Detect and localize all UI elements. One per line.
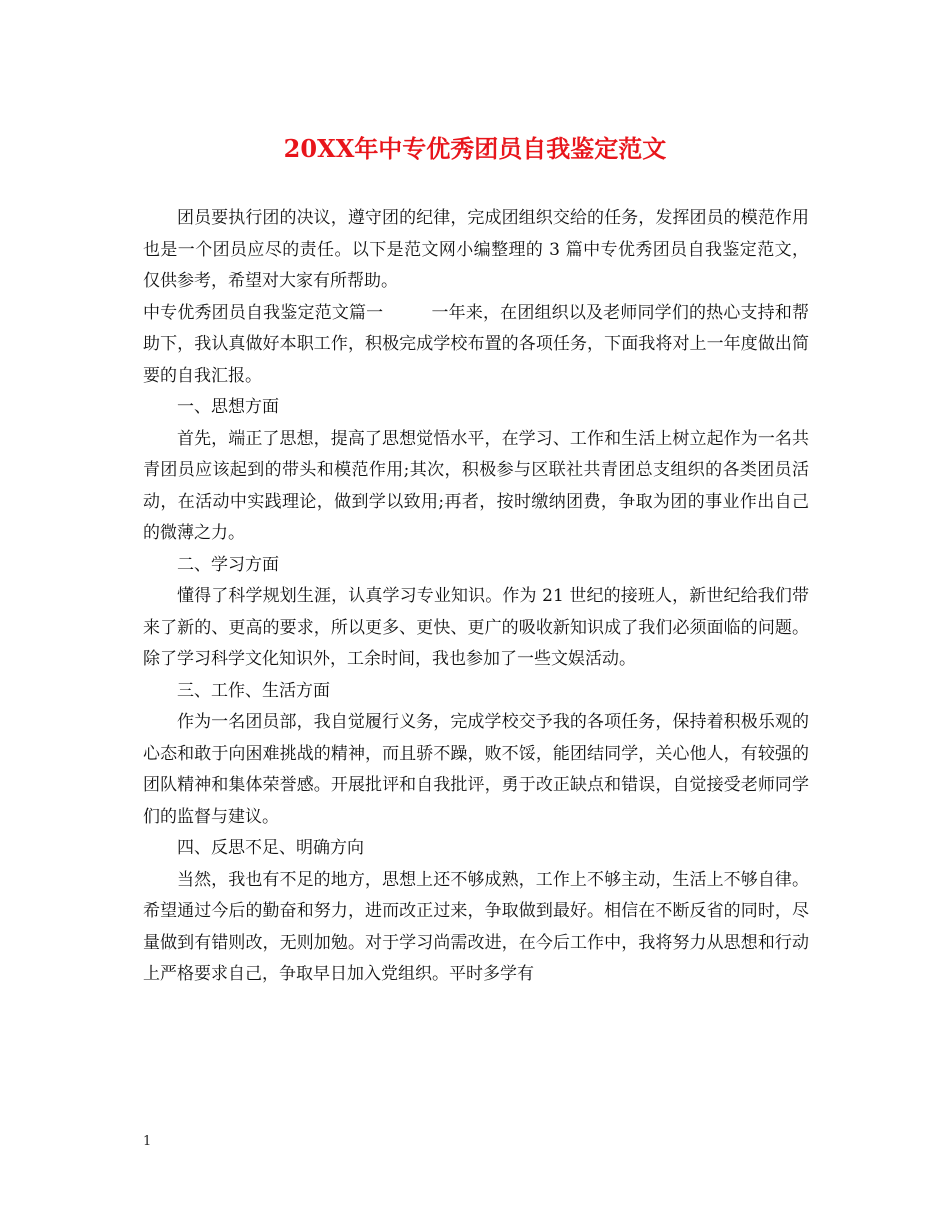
- work-life-paragraph: 作为一名团员部，我自觉履行义务，完成学校交予我的各项任务，保持着积极乐观的心态和敢于向困难挑战的精神，而且骄不躁，败不馁，能团结同学，关心他人，有较强的团队精神和集体荣誉感。开展批评和自我批评，勇于改正缺点和错误，自觉接受老师同学们的监督与建议。: [143, 712, 809, 827]
- heading-study: 二、学习方面: [177, 554, 279, 575]
- heading-reflection: 四、反思不足、明确方向: [177, 838, 364, 858]
- section-one-label: 中专优秀团员自我鉴定范文篇一: [143, 302, 384, 323]
- heading-work-life: 三、工作、生活方面: [177, 680, 330, 701]
- heading-thought: 一、思想方面: [177, 397, 279, 417]
- study-paragraph: 懂得了科学规划生涯，认真学习专业知识。作为 21 世纪的接班人，新世纪给我们带来了新的、更高的要求，所以更多、更快、更广的吸收新知识成了我们必须面临的问题。除了学习科学文化知识外，工余时间，我也参加了一些文娱活动。: [143, 586, 809, 669]
- section-one-text: 一年来，在团组织以及老师同学们的热心支持和帮助下，我认真做好本职工作，积极完成学校布置的各项任务，下面我将对上一年度做出简要的自我汇报。: [143, 302, 810, 386]
- section-one-paragraph: [143, 298, 809, 393]
- intro-paragraph: 团员要执行团的决议，遵守团的纪律，完成团组织交给的任务，发挥团员的模范作用也是一个团员应尽的责任。以下是范文网小编整理的 3 篇中专优秀团员自我鉴定范文，仅供参考，希望对大家有所帮助。: [143, 208, 809, 291]
- thought-paragraph: 首先，端正了思想，提高了思想觉悟水平，在学习、工作和生活上树立起作为一名共青团员应该起到的带头和模范作用;其次，积极参与区联社共青团总支组织的各类团员活动，在活动中实践理论，做到学以致用;再者，按时缴纳团费，争取为团的事业作出自己的微薄之力。: [143, 428, 809, 543]
- page-number: 1: [143, 1134, 152, 1149]
- document-body: [143, 203, 809, 991]
- reflection-paragraph: 当然，我也有不足的地方，思想上还不够成熟，工作上不够主动，生活上不够自律。希望通过今后的勤奋和努力，进而改正过来，争取做到最好。相信在不断反省的同时，尽量做到有错则改，无则加勉。对于学习尚需改进，在今后工作中，我将努力从思想和行动上严格要求自己，争取早日加入党组织。平时多学有: [143, 869, 809, 984]
- document-title: 20XX年中专优秀团员自我鉴定范文: [283, 134, 667, 163]
